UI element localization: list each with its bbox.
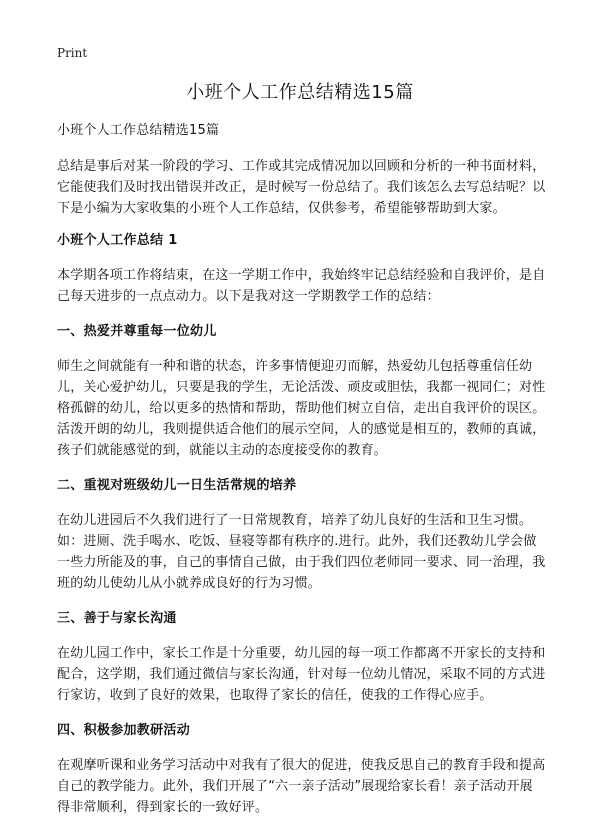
article-intro: 本学期各项工作将结束，在这一学期工作中，我始终牢记总结经验和自我评价，是自己每天进步的一点点动力。以下是我对这一学期教学工作的总结： xyxy=(57,268,546,304)
section-body-4: 在观摩听课和业务学习活动中对我有了很大的促进，使我反思自己的教育手段和提高自己的教学能力。此外，我们开展了“六一亲子活动”展现给家长看！亲子活动开展得非常顺利，得到家长的一致好评。 xyxy=(57,758,546,815)
section-body-3: 在幼儿园工作中，家长工作是十分重要，幼儿园的每一项工作都离不开家长的支持和配合，这学期，我们通过微信与家长沟通，针对每一位幼儿情况，采取不同的方式进行家访，收到了良好的效果，也取得了家长的信任，使我的工作得心应手。 xyxy=(57,646,546,703)
section-heading-1: 一、热爱并尊重每一位幼儿 xyxy=(57,324,217,339)
article-heading: 小班个人工作总结 1 xyxy=(57,233,178,248)
section-body-1: 师生之间就能有一种和谐的状态，许多事情便迎刃而解，热爱幼儿包括尊重信任幼儿，关心爱护幼儿，只要是我的学生，无论活泼、顽皮或胆怯，我都一视同仁；对性格孤僻的幼儿，给以更多的热情和帮助，帮助他们树立自信，走出自我评价的误区。活泼开朗的幼儿，我则提供适合他们的展示空间，人的感觉是相互的，教师的真诚，孩子们就能感觉的到，就能以主动的态度接受你的教育。 xyxy=(57,359,546,458)
section-body-2: 在幼儿进园后不久我们进行了一日常规教育，培养了幼儿良好的生活和卫生习惯。如：进厕、洗手喝水、吃饭、昼寝等都有秩序的.进行。此外，我们还教幼儿学会做一些力所能及的事，自己的事情自己做，由于我们四位老师同一要求、同一治理，我班的幼儿使幼儿从小就养成良好的行为习惯。 xyxy=(57,513,546,591)
document-intro: 总结是事后对某一阶段的学习、工作或其完成情况加以回顾和分析的一种书面材料，它能使我们及时找出错误并改正，是时候写一份总结了。我们该怎么去写总结呢？以下是小编为大家收集的小班个人工作总结，仅供参考，希望能够帮助到大家。 xyxy=(57,159,546,216)
print-label: Print xyxy=(57,46,88,60)
document-title: 小班个人工作总结精选15篇 xyxy=(186,82,414,103)
document-subtitle: 小班个人工作总结精选15篇 xyxy=(57,123,220,138)
document-content xyxy=(57,120,546,832)
section-heading-2: 二、重视对班级幼儿一日生活常规的培养 xyxy=(57,478,297,493)
section-heading-3: 三、善于与家长沟通 xyxy=(57,611,177,626)
section-heading-4: 四、积极参加教研活动 xyxy=(57,723,191,738)
